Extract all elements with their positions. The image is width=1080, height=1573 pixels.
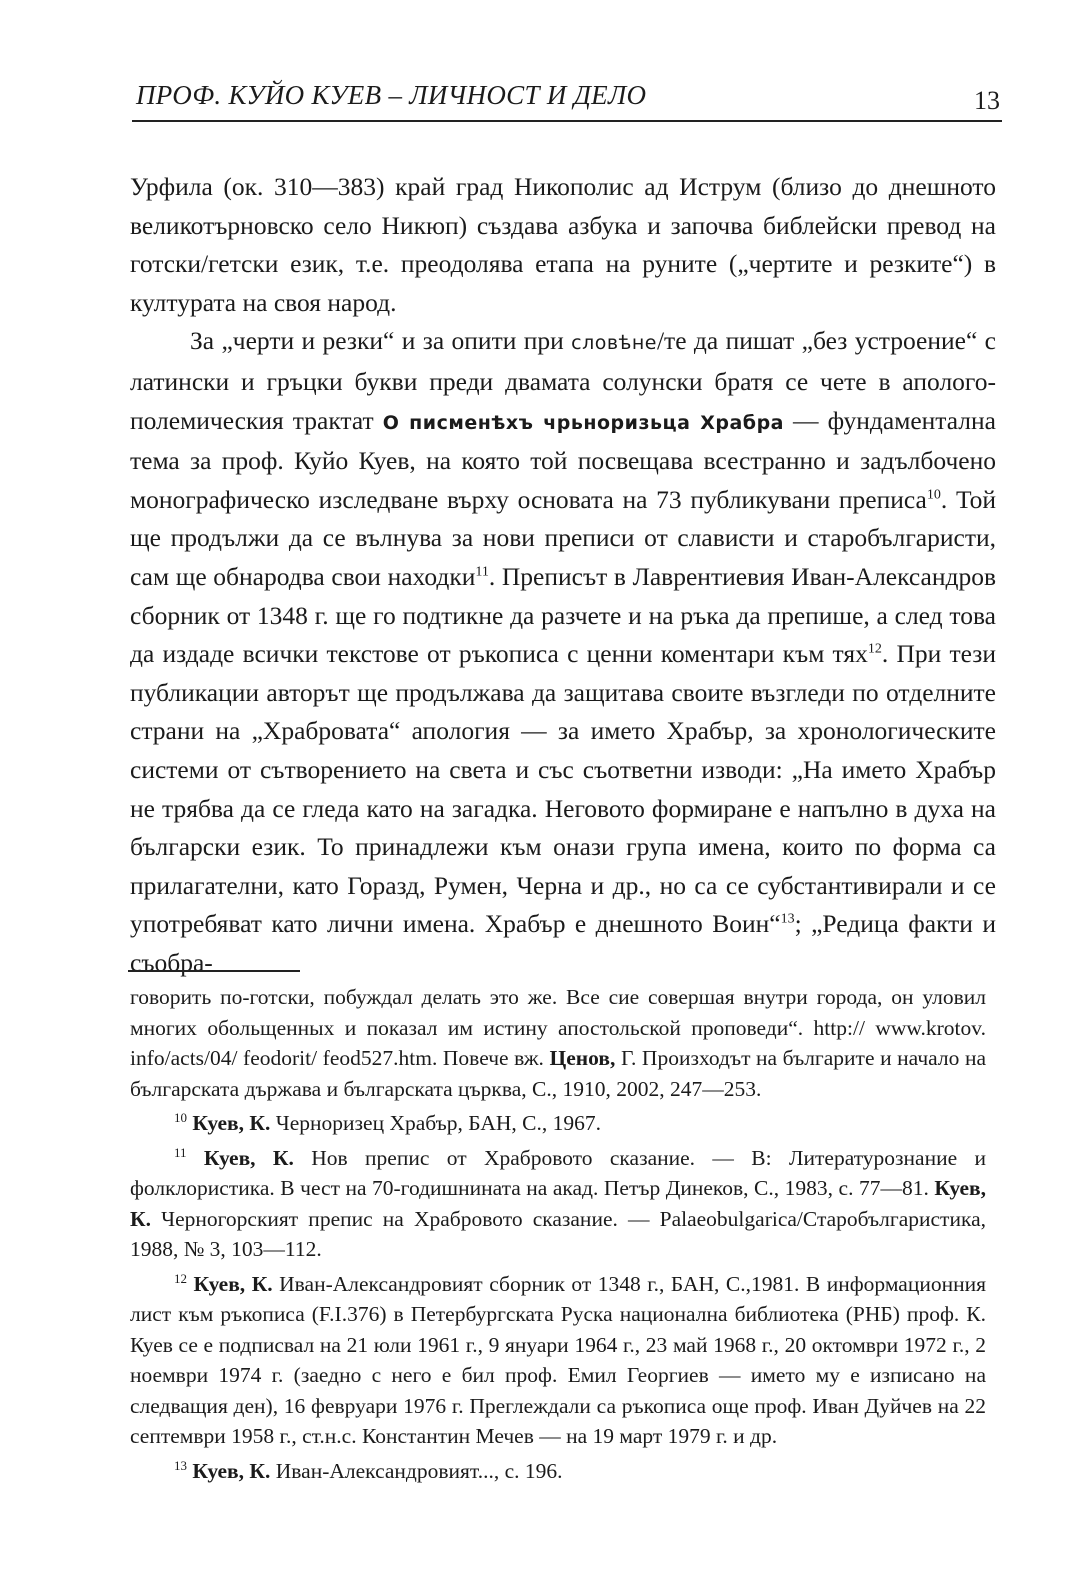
footnote-12-author: Куев, К.	[193, 1271, 273, 1296]
footnote-13	[130, 1456, 986, 1487]
footnotes	[130, 982, 986, 1486]
footnote-separator	[128, 970, 300, 972]
fn-cont-text-b: Г. Произходът на българите и начало на българската държава и българската църква, С., 1910, 2002, 247—253.	[130, 1046, 986, 1101]
footnote-11-author: Куев, К.	[203, 1145, 294, 1170]
header-title: ПРОФ. КУЙО КУЕВ – ЛИЧНОСТ И ДЕЛО	[136, 80, 647, 110]
p2-text-e: . Преписът в Лаврентиевия Иван-Александров сборник от 1348 г. ще го подтикне да разчете и на ръка да препише, а след това да издаде всички текстове от ръкописа с ценни коментари към тях	[130, 561, 996, 669]
footnote-11	[130, 1143, 986, 1265]
page-number: 13	[974, 86, 1000, 115]
footnote-10-text: Черноризец Храбър, БАН, С., 1967.	[270, 1111, 602, 1135]
footnote-ref-11: 11	[475, 564, 489, 580]
p2-text-c: — фундаментална тема за проф. Куйо Куев, на която той посвещава всестранно и задълбочено монографическо изследване върху основата на 73 публикувани преписа	[130, 405, 996, 514]
footnote-ref-10: 10	[926, 487, 941, 503]
fn-cont-author: Ценов,	[549, 1046, 616, 1070]
p2-text-d: . Той ще продължи да се вълнува за нови преписи от слависти и старобългаристи, сам ще обнародва свои находки	[130, 484, 996, 591]
treatise-title: О писменѣхъ чрьноризьца Храбра	[382, 411, 784, 434]
paragraph-2	[130, 322, 996, 982]
footnote-12-number: 12	[174, 1270, 187, 1286]
p2-text-f: . При тези публикации авторът ще продължава да защитава своите възгледи по отделните страни на „Храбровата“ апология — за името Храбър, за хронологическите системи от сътворението на света и със съответни изводи: „На името Храбър не трябва да се гледа като на загадка. Неговото формиране е напълно в духа на български език. То принадлежи към онази група имена, които по форма са прилагателни, като Горазд, Румен, Черна и др., но са се субстантивирали и се употребяват като лични имена. Храбър е днешното Воин“	[130, 639, 996, 939]
fn-cont-text-a: говорить по-готски, побуждал делать это же. Все сие совершая внутри города, он уловил многих обольщенных и показал им истину апостольской проповеди“. http:// www.krotov. info/acts/04/ feodorit/ feod527.htm. Повече вж.	[130, 985, 986, 1070]
running-header	[132, 72, 1002, 122]
main-text	[130, 168, 996, 982]
paragraph-1: Урфила (ок. 310—383) край град Никополис ад Иструм (близо до днешното великотърновско село Никюп) създава азбука и започва библейски превод на готски/гетски език, т.е. преодолява етапа на руните („чертите и резките“) в културата на своя народ.	[130, 172, 996, 317]
p2-text-b: /те да пишат „без устроение“ с латински и гръцки букви преди двамата солунски братя се чете в аполого-полемическия трактат	[130, 326, 996, 435]
footnote-10-number: 10	[174, 1109, 187, 1125]
footnote-11-text-a: Нов препис от Храбровото сказание. — В: Литературознание и фолклористика. В чест на 70-годишнината на акад. Петър Динеков, С., 1983, с. 77—81.	[130, 1145, 987, 1200]
footnote-11-text-b: Черногорският препис на Храбровото сказание. — Palaeobulgarica/Старобългаристика, 1988, № 3, 103—112.	[130, 1206, 986, 1261]
footnote-ref-13: 13	[780, 911, 795, 927]
footnote-13-number: 13	[174, 1457, 187, 1473]
p2-text-a: За „черти и резки“ и за опити при	[190, 326, 572, 356]
p2-text-g: ; „Редица факти и съобра-	[130, 909, 996, 977]
footnote-10	[130, 1108, 986, 1139]
footnote-13-text: Иван-Александровият..., с. 196.	[270, 1458, 563, 1483]
footnote-ref-12: 12	[867, 641, 882, 657]
footnote-11-author-2: Куев, К.	[130, 1176, 986, 1231]
footnote-12-text: Иван-Александровият сборник от 1348 г., БАН, С.,1981. В информационния лист към ръкописа (F.I.376) в Петербургската Руска национална библиотека (РНБ) проф. К. Куев се е подписвал на 21 юли 1961 г., 9 януари 1964 г., 23 май 1968 г., 20 октомври 1972 г., 2 ноември 1974 г. (заедно с него е бил проф. Емил Георгиев — името му е изписано на следващия ден), 16 февруари 1976 г. Преглеждали са ръкописа още проф. Иван Дуйчев на 22 септември 1958 г., ст.н.с. Константин Мечев — на 19 март 1979 г. и др.	[130, 1271, 987, 1448]
footnote-13-author: Куев, К.	[192, 1458, 271, 1483]
footnote-continuation	[130, 982, 986, 1104]
footnote-10-author: Куев, К.	[192, 1111, 271, 1135]
slavonic-word: словѣне	[571, 332, 657, 355]
footnote-11-number: 11	[174, 1144, 187, 1160]
footnote-12	[130, 1269, 986, 1452]
